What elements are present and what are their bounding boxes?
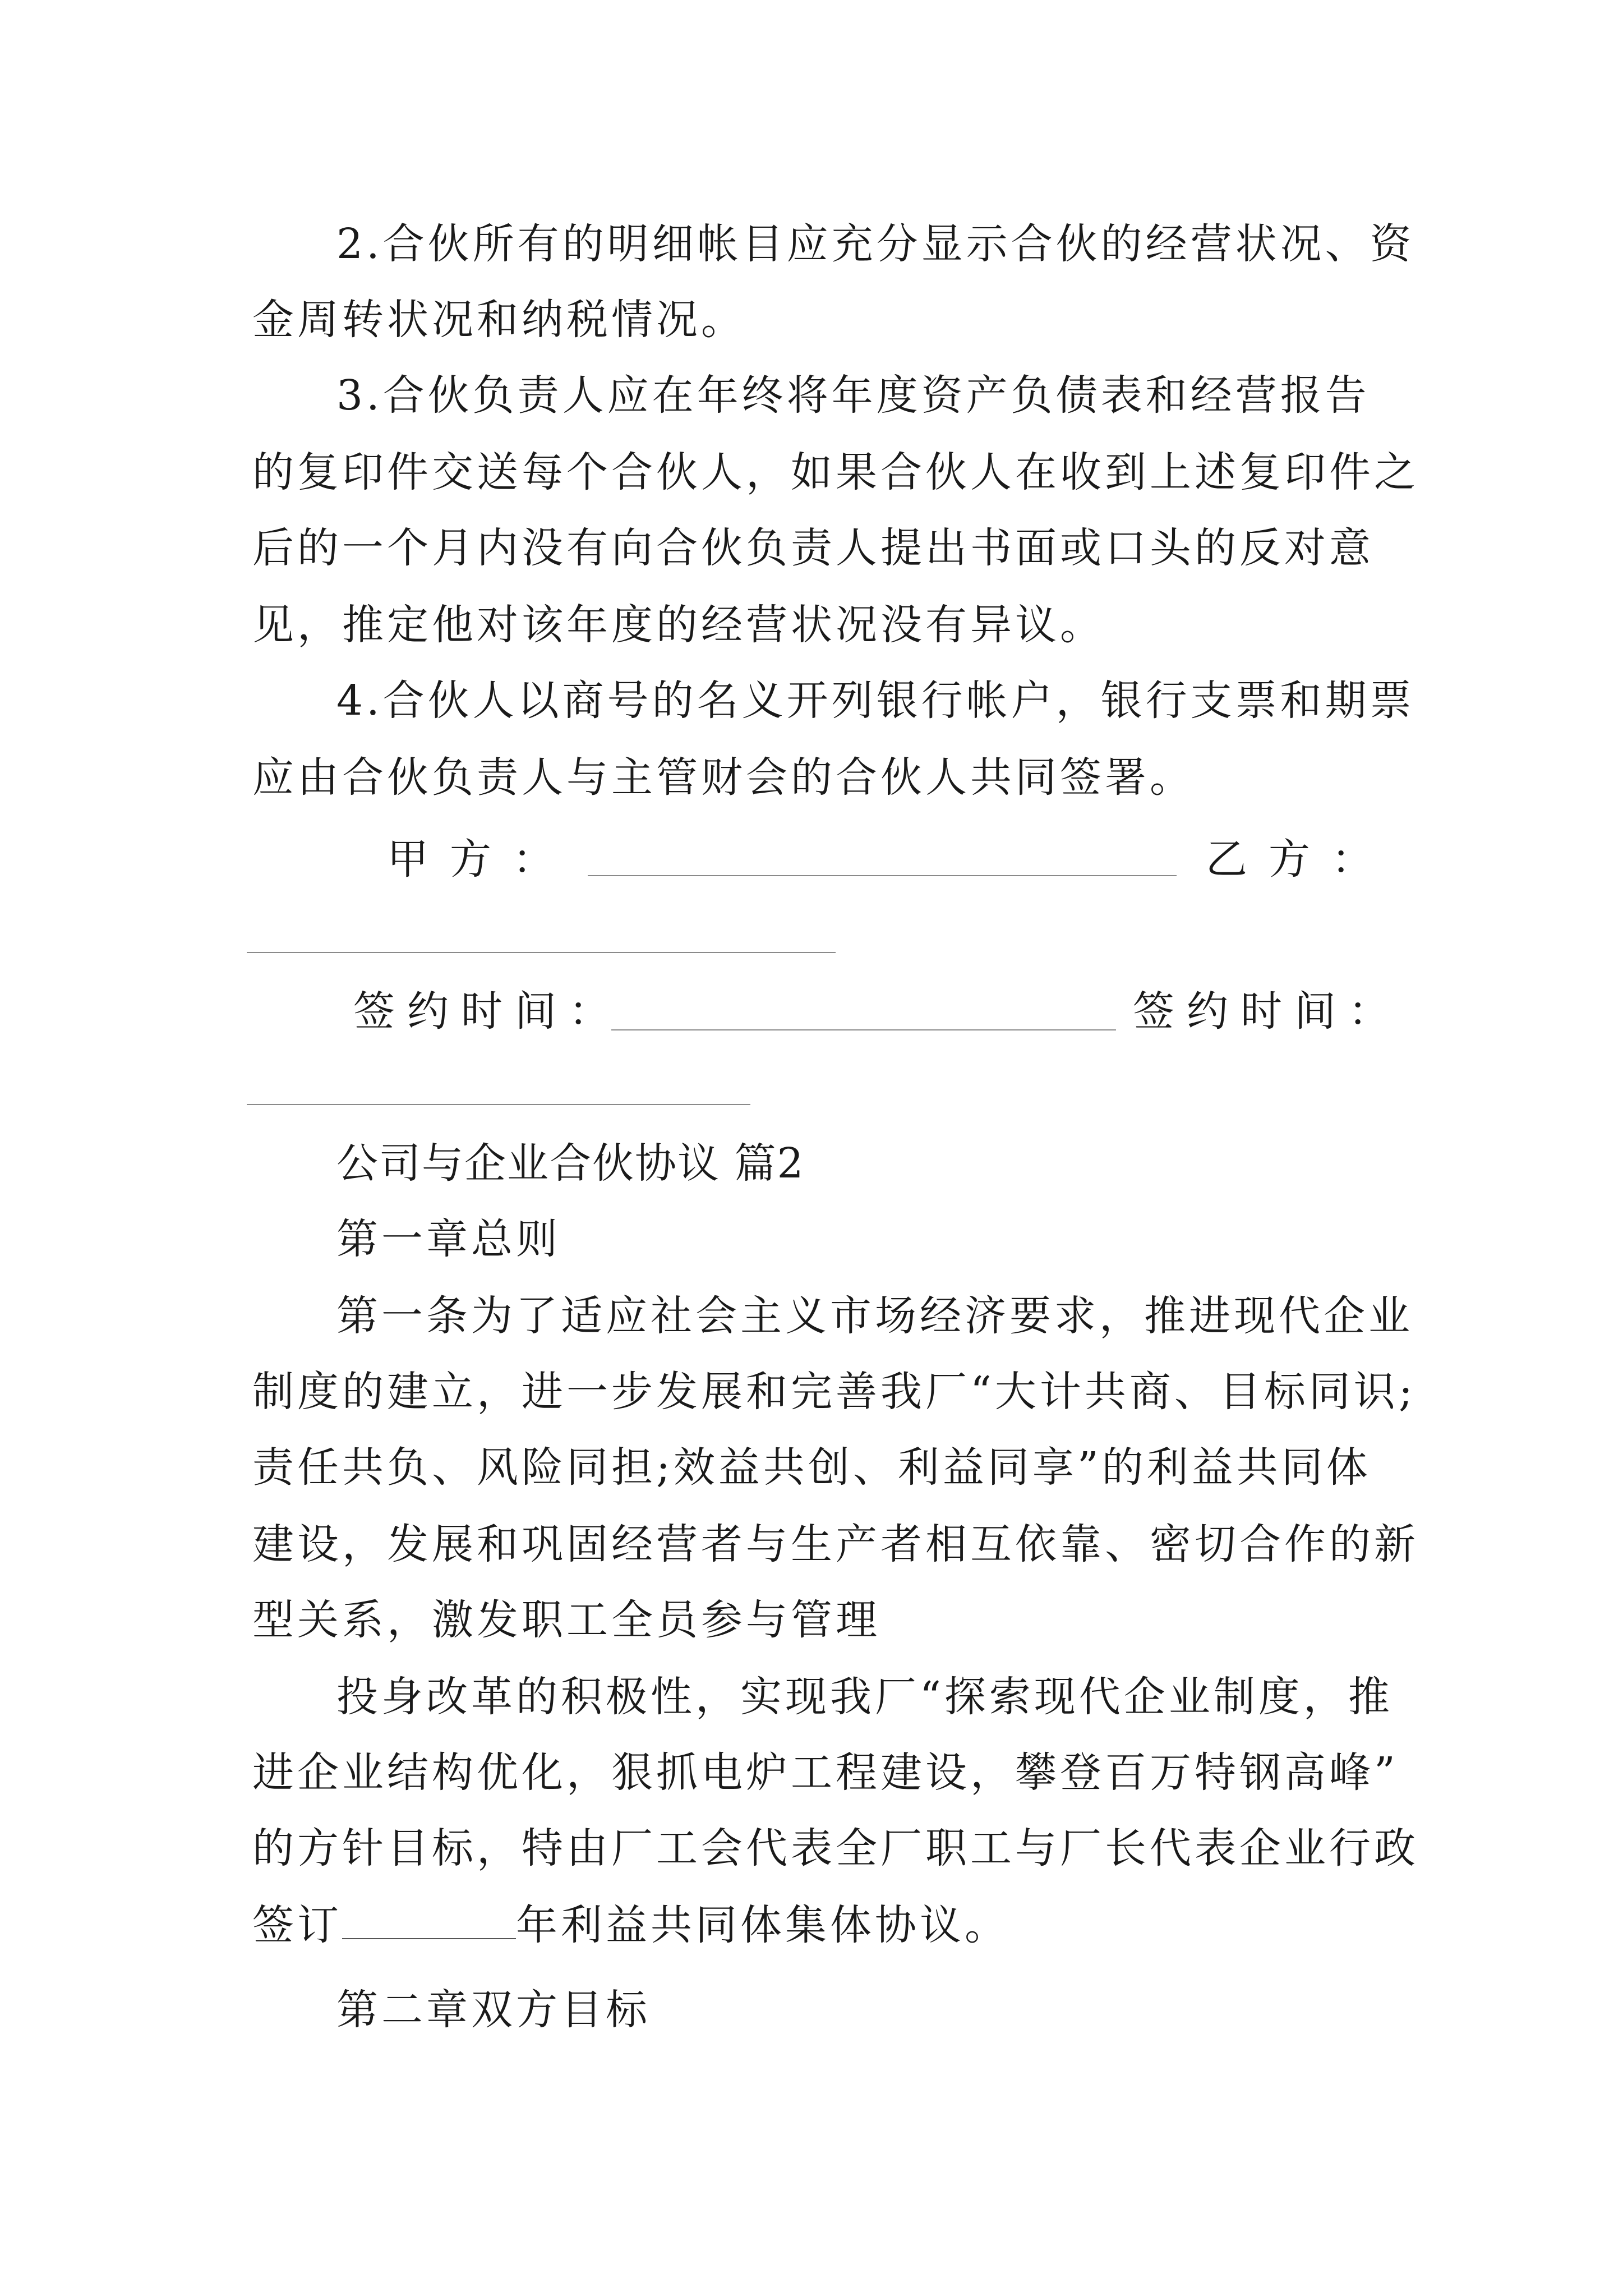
party-a-signature-line [588, 875, 1177, 876]
sign-time-a-line [611, 1029, 1116, 1030]
party-a-label: 甲方： [387, 835, 575, 884]
section-title: 公司与企业合伙协议 篇2 [336, 1139, 805, 1188]
sign-time-b-line [247, 1104, 750, 1105]
agreement-prefix: 签订 [252, 1901, 342, 1949]
sign-time-a-label: 签约时间： [353, 987, 623, 1036]
para-4-line-1: 4.合伙人以商号的名义开列银行帐户，银行支票和期票 [336, 677, 1415, 725]
chapter-1-title: 第一章总则 [336, 1215, 561, 1263]
para-2-line-1: 2.合伙所有的明细帐目应充分显示合伙的经营状况、资 [336, 220, 1415, 268]
article-1-line-2: 制度的建立，进一步发展和完善我厂“大计共商、目标同识; [252, 1368, 1416, 1416]
year-blank [342, 1904, 516, 1939]
para-3-line-3: 后的一个月内没有向合伙负责人提出书面或口头的反对意 [252, 524, 1374, 572]
sign-time-b-label: 签约时间： [1133, 987, 1402, 1036]
agreement-line [252, 1901, 1391, 1949]
article-1-line-5: 型关系，激发职工全员参与管理 [252, 1596, 880, 1644]
article-1-cont-line-2: 进企业结构优化，狠抓电炉工程建设，攀登百万特钢高峰” [252, 1749, 1399, 1797]
agreement-suffix: 年利益共同体集体协议。 [516, 1901, 1009, 1949]
article-1-line-4: 建设，发展和巩固经营者与生产者相互依靠、密切合作的新 [252, 1520, 1419, 1568]
para-4-line-2: 应由合伙负责人与主管财会的合伙人共同签署。 [252, 753, 1195, 802]
chapter-2-title: 第二章双方目标 [336, 1986, 651, 2034]
article-1-line-1: 第一条为了适应社会主义市场经济要求，推进现代企业 [336, 1292, 1413, 1340]
article-1-cont-line-3: 的方针目标，特由厂工会代表全厂职工与厂长代表企业行政 [252, 1824, 1419, 1872]
article-1-cont-line-1: 投身改革的积极性，实现我厂“探索现代企业制度，推 [336, 1673, 1393, 1721]
party-b-signature-line [247, 952, 836, 953]
article-1-line-3: 责任共负、风险同担;效益共创、利益同享”的利益共同体 [252, 1443, 1371, 1492]
para-2-line-2: 金周转状况和纳税情况。 [252, 296, 746, 344]
party-b-label: 乙方： [1206, 835, 1394, 884]
para-3-line-2: 的复印件交送每个合伙人，如果合伙人在收到上述复印件之 [252, 448, 1419, 496]
para-3-line-4: 见，推定他对该年度的经营状况没有异议。 [252, 601, 1105, 649]
para-3-line-1: 3.合伙负责人应在年终将年度资产负债表和经营报告 [336, 371, 1370, 420]
